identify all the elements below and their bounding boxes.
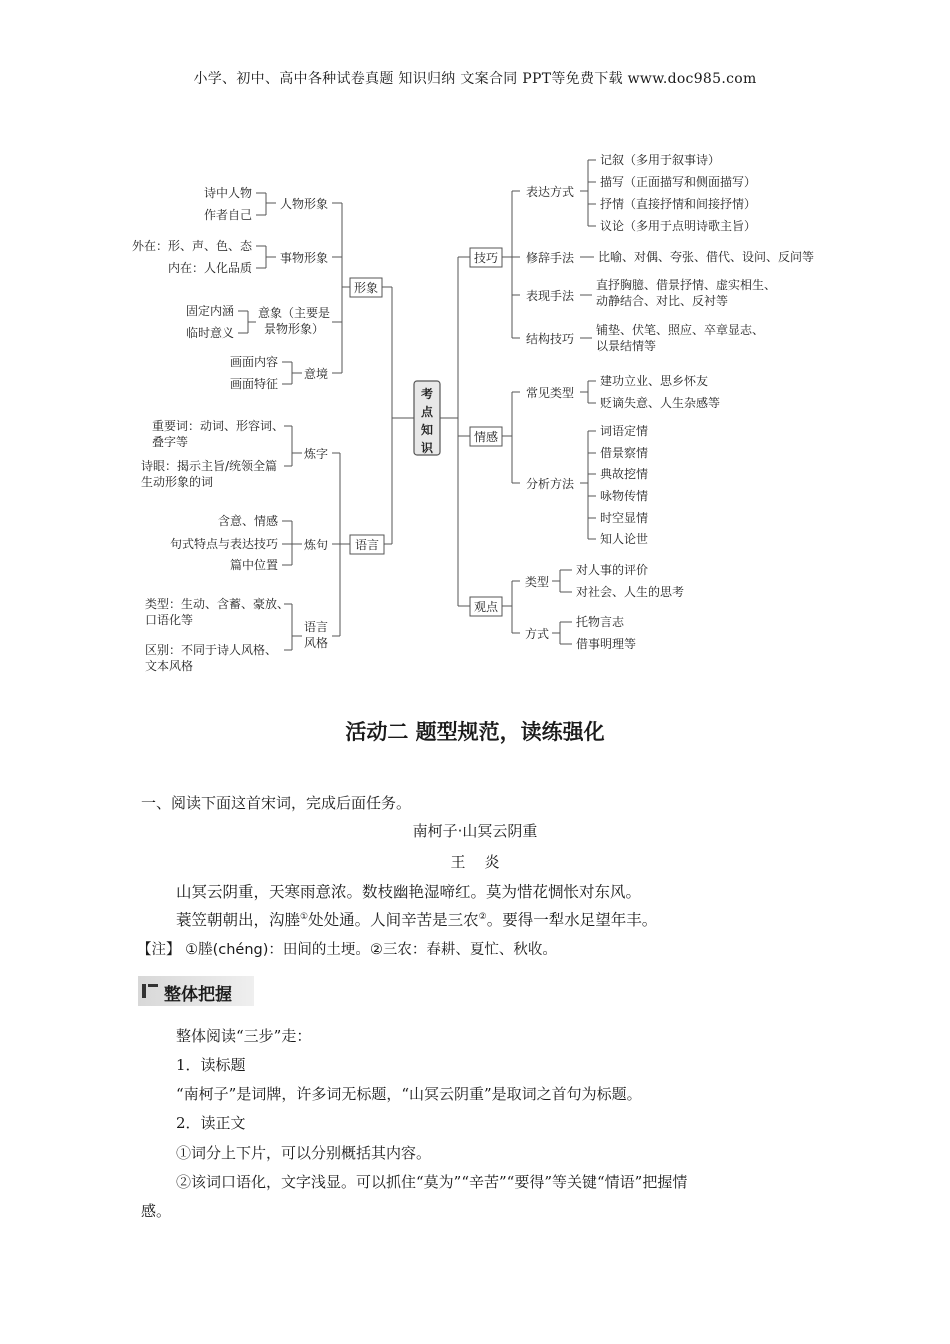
poem-author: 王 炎 xyxy=(450,853,500,871)
node-label: 景物形象） xyxy=(263,322,325,336)
poem-title: 南柯子·山冥云阴重 xyxy=(412,822,538,840)
poem-line-1: 山冥云阴重，天寒雨意浓。数枝幽艳湿啼红。莫为惜花惆怅对东风。 xyxy=(176,883,642,901)
footnote-mark: ② xyxy=(478,911,487,922)
leaf-label: 知人论世 xyxy=(600,532,649,546)
leaf-label: 重要词：动词、形容词、 xyxy=(152,419,285,433)
center-char: 识 xyxy=(420,441,434,455)
activity-title: 活动二 题型规范，读练强化 xyxy=(345,720,605,744)
body-paragraph: 整体阅读“三步”走： xyxy=(176,1027,312,1045)
node-label: 类型 xyxy=(524,575,550,589)
node-label: 分析方法 xyxy=(525,477,575,491)
leaf-label: 铺垫、伏笔、照应、卒章显志、 xyxy=(596,323,765,337)
leaf-label: 区别：不同于诗人风格、 xyxy=(145,643,278,657)
leaf-label: 叠字等 xyxy=(152,435,189,449)
node-label: 表达方式 xyxy=(525,185,575,199)
leaf-label: 外在：形、声、色、态 xyxy=(131,239,252,253)
footnote-mark: ① xyxy=(300,911,309,922)
leaf-label: 含意、情感 xyxy=(217,514,278,528)
leaf-label: 诗中人物 xyxy=(203,186,252,200)
leaf-label: 以景结情等 xyxy=(596,339,657,353)
leaf-label: 画面特征 xyxy=(229,377,278,391)
leaf-label: 临时意义 xyxy=(185,326,234,340)
poem-note: 【注】 ①塍(chéng)：田间的土埂。②三农：春耕、夏忙、秋收。 xyxy=(137,942,557,958)
center-char: 考 xyxy=(420,387,434,401)
leaf-label: 借景察情 xyxy=(600,446,649,460)
leaf-label: 贬谪失意、人生杂感等 xyxy=(600,396,721,410)
leaf-label: 动静结合、对比、反衬等 xyxy=(596,294,729,308)
leaf-label: 描写（正面描写和侧面描写） xyxy=(600,175,757,189)
body-paragraph: “南柯子”是词牌，许多词无标题，“山冥云阴重”是取词之首句为标题。 xyxy=(176,1085,642,1103)
node-label: 意境 xyxy=(303,367,329,381)
task-heading: 一、阅读下面这首宋词，完成后面任务。 xyxy=(141,794,412,812)
leaf-label: 固定内涵 xyxy=(185,304,234,318)
node-label: 炼句 xyxy=(303,538,329,552)
node-label: 炼字 xyxy=(303,447,329,461)
node-label: 情感 xyxy=(473,430,499,444)
node-label: 风格 xyxy=(303,636,329,650)
center-char: 点 xyxy=(420,405,434,419)
node-label: 事物形象 xyxy=(279,251,329,265)
leaf-label: 类型：生动、含蓄、豪放、 xyxy=(145,597,290,611)
node-label: 技巧 xyxy=(473,251,499,265)
leaf-label: 文本风格 xyxy=(145,659,194,673)
node-label: 人物形象 xyxy=(279,197,329,211)
page-header: 小学、初中、高中各种试卷真题 知识归纳 文案合同 PPT等免费下载 www.doc985.com xyxy=(193,71,757,87)
section-label: 整体把握 xyxy=(164,985,232,1005)
leaf-label: 记叙（多用于叙事诗） xyxy=(600,153,721,167)
leaf-label: 典故挖情 xyxy=(600,467,649,481)
leaf-label: 直抒胸臆、借景抒情、虚实相生、 xyxy=(596,278,777,292)
leaf-label: 词语定情 xyxy=(600,424,649,438)
leaf-label: 托物言志 xyxy=(576,615,625,629)
node-label: 形象 xyxy=(353,281,379,295)
node-label: 观点 xyxy=(473,600,499,614)
leaf-label: 建功立业、思乡怀友 xyxy=(600,374,709,388)
leaf-label: 作者自己 xyxy=(203,208,252,222)
body-paragraph: ①词分上下片，可以分别概括其内容。 xyxy=(176,1144,432,1162)
leaf-label: 对人事的评价 xyxy=(576,563,649,577)
body-paragraph: 2．读正文 xyxy=(176,1114,246,1132)
node-label: 方式 xyxy=(524,627,550,641)
node-label: 意象（主要是 xyxy=(257,306,331,320)
leaf-label: 时空显情 xyxy=(600,511,649,525)
body-paragraph: ②该词口语化，文字浅显。可以抓住“莫为”“辛苦”“要得”等关键“情语”把握情 xyxy=(176,1173,688,1191)
leaf-label: 画面内容 xyxy=(229,355,278,369)
poem-line-2: 蓑笠朝朝出，沟塍①处处通。人间辛苦是三农②。要得一犁水足望年丰。 xyxy=(176,911,658,929)
node-label: 常见类型 xyxy=(525,386,575,400)
node-label: 结构技巧 xyxy=(525,332,575,346)
body-paragraph: 1．读标题 xyxy=(176,1056,246,1074)
node-label: 语言 xyxy=(354,538,380,552)
section-header xyxy=(138,976,254,1006)
leaf-label: 议论（多用于点明诗歌主旨） xyxy=(600,219,757,233)
leaf-label: 咏物传情 xyxy=(600,489,649,503)
leaf-label: 对社会、人生的思考 xyxy=(576,585,685,599)
leaf-label: 比喻、对偶、夸张、借代、设问、反问等 xyxy=(598,250,815,264)
section-icon xyxy=(142,984,146,998)
body-paragraph: 感。 xyxy=(141,1202,172,1220)
leaf-label: 抒情（直接抒情和间接抒情） xyxy=(600,197,757,211)
leaf-label: 篇中位置 xyxy=(229,558,278,572)
node-label: 语言 xyxy=(303,620,329,634)
leaf-label: 句式特点与表达技巧 xyxy=(169,537,278,551)
leaf-label: 生动形象的词 xyxy=(141,475,214,489)
center-char: 知 xyxy=(420,423,434,437)
node-label: 表现手法 xyxy=(525,289,575,303)
leaf-label: 诗眼：揭示主旨/统领全篇 xyxy=(141,459,278,473)
leaf-label: 借事明理等 xyxy=(576,637,637,651)
leaf-label: 口语化等 xyxy=(145,613,194,627)
node-label: 修辞手法 xyxy=(525,251,575,265)
leaf-label: 内在：人化品质 xyxy=(167,261,252,275)
